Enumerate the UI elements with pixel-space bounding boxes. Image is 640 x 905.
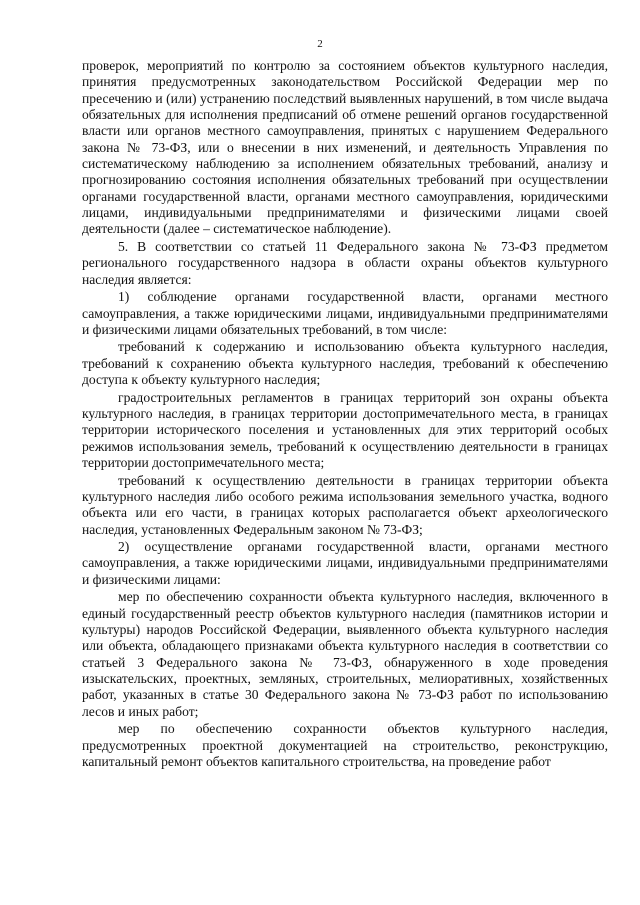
paragraph-requirements-content: требований к содержанию и использованию объекта культурного наследия, требований к сохранению объекта культурного наследия, требований к обеспечению доступа к объекту культурного наследия; [82,339,608,388]
paragraph-preservation-measures: мер по обеспечению сохранности объекта культурного наследия, включенного в единый государственный реестр объектов культурного наследия (памятников истории и культуры) народов Российской Федерации, выявленного объекта культурного наследия или объекта, обладающего признаками объекта культурного наследия в соответствии со статьей 3 Федерального закона № 73-ФЗ, обнаруженного в ходе проведения изыскательских, проектных, земляных, строительных, мелиоративных, хозяйственных работ, указанных в статье 30 Федерального закона № 73-ФЗ работ по использованию лесов и иных работ; [82,589,608,719]
paragraph-archaeological-requirements: требований к осуществлению деятельности в границах территории объекта культурного наследия либо особого режима использования земельного участка, водного объекта или его части, в границах которых располагается объект археологического наследия, установленных Федеральным законом № 73-ФЗ; [82,472,608,537]
paragraph-continuation: проверок, мероприятий по контролю за состоянием объектов культурного наследия, принятия предусмотренных законодательством Российской Федерации мер по пресечению и (или) устранению последствий выявленных нарушений, в том числе выдача обязательных для исполнения предписаний об отмене решений органов государственной власти или органов местного самоуправления, принятых с нарушением Федерального закона № 73-ФЗ, или о внесении в них изменений, и деятельность Управления по систематическому наблюдению за исполнением обязательных требований, анализу и прогнозированию состояния исполнения обязательных требований при осуществлении органами государственной власти, органами местного самоуправления, юридическими лицами, индивидуальными предпринимателями и физическими лицами своей деятельности (далее – систематическое наблюдение). [82,58,608,237]
paragraph-subitem-2: 2) осуществление органами государственной власти, органами местного самоуправления, а также юридическими лицами, индивидуальными предпринимателями и физическими лицами: [82,539,608,587]
paragraph-subitem-1: 1) соблюдение органами государственной власти, органами местного самоуправления, а также юридическими лицами, индивидуальными предпринимателями и физическими лицами обязательных требований, в том числе: [82,289,608,337]
document-body [82,58,608,771]
paragraph-urban-regulations: градостроительных регламентов в границах территорий зон охраны объекта культурного наследия, в границах территории достопримечательного места, в границах территории исторического поселения и установленных для этих территорий особых режимов использования земель, требований к осуществлению деятельности в границах территории достопримечательного места; [82,389,608,470]
page-number: 2 [317,38,323,50]
paragraph-item-5: 5. В соответствии со статьей 11 Федерального закона № 73-ФЗ предметом регионального государственного надзора в области охраны объектов культурного наследия является: [82,238,608,287]
paragraph-project-measures: мер по обеспечению сохранности объектов культурного наследия, предусмотренных проектной документацией на строительство, реконструкцию, капитальный ремонт объектов капитального строительства, на проведение работ [82,721,608,769]
